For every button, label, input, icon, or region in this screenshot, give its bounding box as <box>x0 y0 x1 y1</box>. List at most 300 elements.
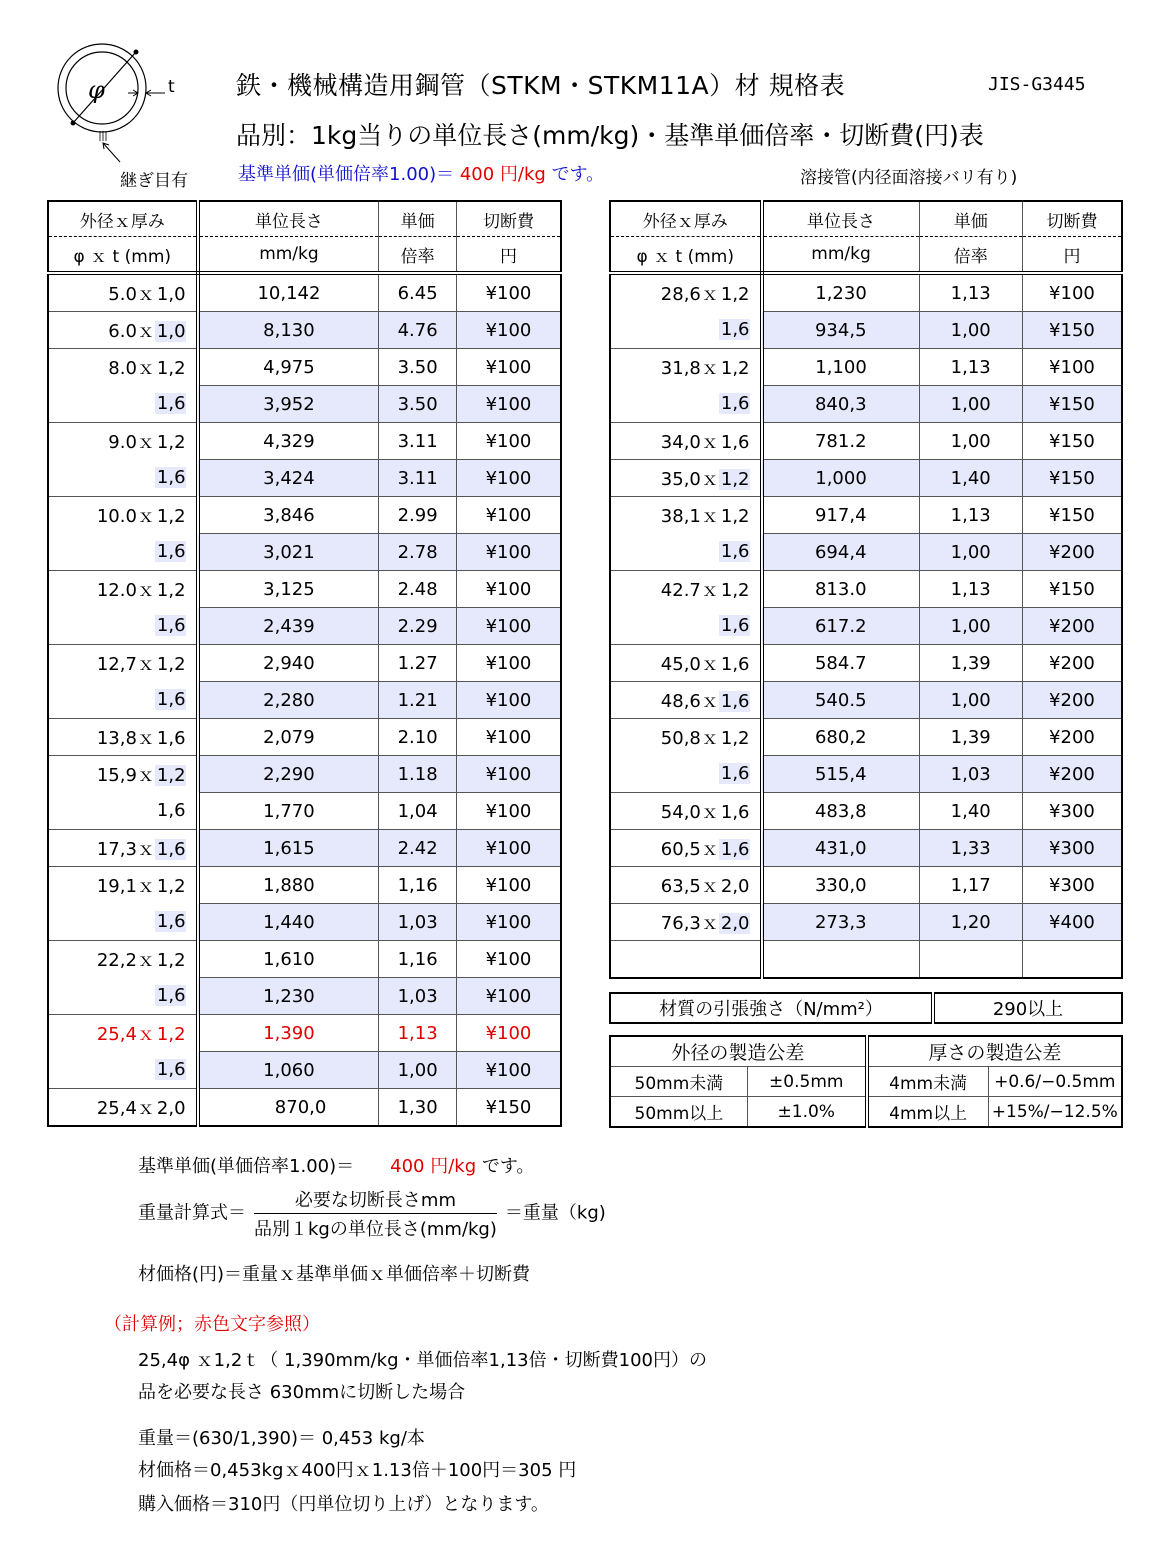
thickness: 1,2 <box>720 506 750 528</box>
cut-cost-cell: ¥150 <box>1022 423 1122 460</box>
unit-length-cell: 1,230 <box>198 978 379 1015</box>
cut-cost-cell: ¥150 <box>1022 312 1122 349</box>
thickness: 1,6 <box>720 763 750 785</box>
price-rate-cell: 1,13 <box>919 497 1022 534</box>
thickness: 2,0 <box>720 876 750 897</box>
cut-cost-cell: ¥100 <box>456 941 561 978</box>
pipe-cross-section-icon <box>48 26 198 166</box>
cut-cost-cell: ¥150 <box>1022 571 1122 608</box>
cut-cost-cell: ¥100 <box>456 904 561 941</box>
table-row <box>48 1015 561 1052</box>
unit-length-cell: 540.5 <box>762 682 920 719</box>
price-rate-cell: 3.11 <box>379 423 457 460</box>
outer-diameter: 8.0ｘ <box>108 358 155 380</box>
price-rate-cell: 2.42 <box>379 830 457 867</box>
table-row <box>610 756 1122 793</box>
unit-length-cell: 2,439 <box>198 608 379 645</box>
cut-cost-cell: ¥150 <box>1022 497 1122 534</box>
od-thickness-cell <box>610 386 762 423</box>
thickness: 1,6 <box>156 1059 186 1081</box>
unit-length-cell: 1,060 <box>198 1052 379 1089</box>
od-thickness-cell <box>48 941 198 978</box>
thickness: 1,6 <box>156 467 186 489</box>
od-range: 50mm未満 <box>610 1067 747 1097</box>
table-row <box>48 571 561 608</box>
od-thickness-cell <box>48 756 198 793</box>
unit-length-cell: 694,4 <box>762 534 920 571</box>
cut-cost-cell: ¥100 <box>456 682 561 719</box>
table-row <box>610 460 1122 497</box>
unit-length-cell: 2,280 <box>198 682 379 719</box>
cut-cost-cell <box>1022 941 1122 979</box>
price-rate-cell: 1,00 <box>919 423 1022 460</box>
cut-cost-cell: ¥100 <box>456 386 561 423</box>
unit-length-cell: 2,940 <box>198 645 379 682</box>
thickness-tolerance: +15%/−12.5% <box>988 1097 1122 1128</box>
thickness: 1,6 <box>720 691 750 712</box>
table-row <box>48 830 561 867</box>
weight-formula <box>138 1186 606 1241</box>
table-row <box>48 534 561 571</box>
od-thickness-cell <box>610 423 762 460</box>
price-rate-cell: 1,00 <box>919 534 1022 571</box>
od-thickness-cell <box>48 273 198 312</box>
outer-diameter: 6.0ｘ <box>108 321 155 342</box>
unit-length-cell: 2,290 <box>198 756 379 793</box>
unit-length-cell: 1,390 <box>198 1015 379 1052</box>
price-rate-cell: 2.10 <box>379 719 457 756</box>
table-row <box>48 645 561 682</box>
outer-diameter: 10.0ｘ <box>96 506 155 528</box>
table-row <box>610 312 1122 349</box>
od-thickness-cell <box>48 1089 198 1127</box>
header-cut-cost: 切断費 <box>456 201 561 237</box>
price-rate-cell: 1,03 <box>919 756 1022 793</box>
price-rate-cell: 1,00 <box>919 682 1022 719</box>
base-price-value: 400 円/kg <box>459 164 546 185</box>
thickness: 1,2 <box>156 950 186 972</box>
svg-text:φ: φ <box>88 76 105 104</box>
table-row <box>48 312 561 349</box>
outer-diameter: 25,4ｘ <box>96 1098 155 1119</box>
od-thickness-cell <box>48 830 198 867</box>
thickness: 1,2 <box>156 876 186 898</box>
price-rate-cell: 1.18 <box>379 756 457 793</box>
unit-length-cell: 3,424 <box>198 460 379 497</box>
table-row <box>610 534 1122 571</box>
unit-length-cell: 1,610 <box>198 941 379 978</box>
spec-table-left <box>47 200 562 1127</box>
thickness: 2,0 <box>156 1098 186 1119</box>
price-rate-cell: 1,13 <box>919 349 1022 386</box>
thickness: 1,6 <box>720 393 750 415</box>
price-rate-cell: 1,39 <box>919 645 1022 682</box>
price-rate-cell: 1,30 <box>379 1089 457 1127</box>
od-thickness-cell <box>610 571 762 608</box>
table-row <box>48 608 561 645</box>
od-thickness-cell <box>48 904 198 941</box>
unit-length-cell: 483,8 <box>762 793 920 830</box>
outer-diameter: 12,7ｘ <box>96 654 155 676</box>
cut-cost-cell: ¥200 <box>1022 756 1122 793</box>
base-note-value: 400 円/kg <box>390 1156 477 1177</box>
unit-length-cell: 617.2 <box>762 608 920 645</box>
cut-cost-cell: ¥100 <box>456 867 561 904</box>
outer-diameter: 63,5ｘ <box>660 876 719 897</box>
svg-text:t: t <box>168 77 175 97</box>
table-row <box>610 497 1122 534</box>
outer-diameter: 25,4ｘ <box>96 1024 155 1046</box>
unit-length-cell: 431,0 <box>762 830 920 867</box>
base-price-note <box>138 1152 534 1178</box>
thickness: 1,6 <box>720 839 750 860</box>
outer-diameter: 31,8ｘ <box>660 358 719 380</box>
od-thickness-cell <box>48 349 198 386</box>
price-rate-cell: 6.45 <box>379 273 457 312</box>
od-tolerance: ±1.0% <box>747 1097 866 1128</box>
thickness: 1,2 <box>720 469 750 490</box>
tensile-strength-box <box>609 992 1123 1024</box>
cut-cost-cell: ¥100 <box>456 534 561 571</box>
header-length-unit: mm/kg <box>762 237 920 274</box>
thickness: 1,6 <box>720 319 750 341</box>
thickness: 1,6 <box>156 728 186 749</box>
od-thickness-cell <box>610 793 762 830</box>
thickness: 1,2 <box>156 765 186 787</box>
price-rate-cell: 2.48 <box>379 571 457 608</box>
outer-diameter: 22,2ｘ <box>96 950 155 972</box>
thickness: 1,2 <box>156 1024 186 1046</box>
unit-length-cell: 2,079 <box>198 719 379 756</box>
cut-cost-cell: ¥100 <box>456 349 561 386</box>
tensile-label: 材質の引張強さ（N/mm²） <box>610 993 933 1023</box>
price-rate-cell: 2.99 <box>379 497 457 534</box>
header-unit-price: 単価 <box>379 201 457 237</box>
weight-formula-result: ＝重量（kg) <box>504 1202 606 1224</box>
cut-cost-cell: ¥300 <box>1022 830 1122 867</box>
cut-cost-cell: ¥100 <box>456 1052 561 1089</box>
cut-cost-cell: ¥100 <box>1022 273 1122 312</box>
table-row <box>48 719 561 756</box>
table-row <box>610 682 1122 719</box>
unit-length-cell: 584.7 <box>762 645 920 682</box>
od-thickness-cell <box>610 830 762 867</box>
od-thickness-cell <box>610 497 762 534</box>
thickness-range: 4mm未満 <box>867 1067 988 1097</box>
unit-length-cell: 3,021 <box>198 534 379 571</box>
price-rate-cell: 1,16 <box>379 941 457 978</box>
od-thickness-cell <box>610 608 762 645</box>
thickness: 1,6 <box>156 689 186 711</box>
outer-diameter: 34,0ｘ <box>660 432 719 453</box>
unit-length-cell: 3,952 <box>198 386 379 423</box>
od-thickness-cell <box>48 497 198 534</box>
price-rate-cell: 1,16 <box>379 867 457 904</box>
unit-length-cell: 917,4 <box>762 497 920 534</box>
header-length-unit: mm/kg <box>198 237 379 274</box>
outer-diameter: 28,6ｘ <box>660 284 719 306</box>
cut-cost-cell: ¥100 <box>456 460 561 497</box>
unit-length-cell: 934,5 <box>762 312 920 349</box>
od-thickness-cell <box>48 608 198 645</box>
unit-length-cell: 1,230 <box>762 273 920 312</box>
od-thickness-cell <box>48 793 198 830</box>
table-row <box>48 1052 561 1089</box>
calc-purchase: 購入価格＝310円（円単位切り上げ）となります。 <box>138 1494 549 1515</box>
thickness: 1,2 <box>720 358 750 380</box>
thickness: 1,6 <box>156 615 186 637</box>
table-row <box>610 645 1122 682</box>
price-rate-cell: 1,40 <box>919 793 1022 830</box>
od-thickness-cell <box>48 682 198 719</box>
price-rate-cell: 2.29 <box>379 608 457 645</box>
price-rate-cell: 1,39 <box>919 719 1022 756</box>
table-row <box>48 460 561 497</box>
price-rate-cell: 1,00 <box>919 608 1022 645</box>
table-row <box>48 273 561 312</box>
header-cut-cost: 切断費 <box>1022 201 1122 237</box>
base-note-prefix: 基準単価(単価倍率1.00)＝ <box>138 1156 391 1177</box>
calc-weight: 重量＝(630/1,390)＝ 0,453 kg/本 <box>138 1428 425 1449</box>
table-row <box>48 497 561 534</box>
price-rate-cell: 1,13 <box>919 571 1022 608</box>
price-rate-cell: 3.50 <box>379 386 457 423</box>
tolerance-table <box>609 1035 1123 1128</box>
cut-cost-cell: ¥100 <box>456 1015 561 1052</box>
od-thickness-cell <box>48 386 198 423</box>
od-thickness-cell <box>610 867 762 904</box>
od-thickness-cell <box>48 312 198 349</box>
base-note-suffix: です。 <box>476 1156 535 1177</box>
price-rate-cell: 1,03 <box>379 904 457 941</box>
unit-length-cell: 781.2 <box>762 423 920 460</box>
od-thickness-cell <box>610 312 762 349</box>
table-row <box>48 756 561 793</box>
price-rate-cell: 1,17 <box>919 867 1022 904</box>
header-rate-unit: 倍率 <box>379 237 457 274</box>
weight-formula-fraction <box>254 1186 497 1241</box>
tensile-value: 290以上 <box>933 993 1122 1023</box>
table-row <box>610 273 1122 312</box>
od-thickness-cell <box>48 423 198 460</box>
table-row <box>48 941 561 978</box>
outer-diameter: 9.0ｘ <box>108 432 155 454</box>
od-thickness-cell <box>610 349 762 386</box>
od-thickness-cell <box>48 645 198 682</box>
cut-cost-cell: ¥100 <box>456 830 561 867</box>
price-rate-cell: 1,13 <box>379 1015 457 1052</box>
unit-length-cell: 4,329 <box>198 423 379 460</box>
outer-diameter: 17,3ｘ <box>96 839 155 860</box>
cut-cost-cell: ¥400 <box>1022 904 1122 941</box>
calc-price: 材価格＝0,453kgｘ400円ｘ1.13倍＋100円＝305 円 <box>138 1460 577 1481</box>
price-rate-cell: 1.27 <box>379 645 457 682</box>
header-od-thickness: 外径ｘ厚み <box>610 201 762 237</box>
unit-length-cell: 10,142 <box>198 273 379 312</box>
cut-cost-cell: ¥100 <box>456 608 561 645</box>
thickness: 1,6 <box>720 654 750 675</box>
cut-cost-cell: ¥100 <box>456 273 561 312</box>
od-thickness-cell <box>48 571 198 608</box>
thickness: 1,2 <box>156 506 186 528</box>
thickness: 1,2 <box>156 580 186 602</box>
tolerance-row <box>610 1097 1122 1128</box>
thickness: 1,6 <box>156 985 186 1007</box>
table-row <box>610 423 1122 460</box>
unit-length-cell: 813.0 <box>762 571 920 608</box>
od-tolerance: ±0.5mm <box>747 1067 866 1097</box>
table-row <box>610 941 1122 979</box>
price-rate-cell: 1,13 <box>919 273 1022 312</box>
thickness: 1,2 <box>720 284 750 306</box>
od-thickness-cell <box>610 460 762 497</box>
price-rate-cell <box>919 941 1022 979</box>
od-thickness-cell <box>48 978 198 1015</box>
thickness: 1,2 <box>156 358 186 380</box>
thickness: 1,0 <box>156 284 186 305</box>
outer-diameter: 12.0ｘ <box>96 580 155 602</box>
cut-cost-cell: ¥300 <box>1022 867 1122 904</box>
thickness: 1,6 <box>720 541 750 563</box>
od-thickness-cell <box>48 1015 198 1052</box>
tolerance-row <box>610 1067 1122 1097</box>
od-thickness-cell <box>48 867 198 904</box>
price-rate-cell: 1,40 <box>919 460 1022 497</box>
thickness: 1,2 <box>156 432 186 454</box>
unit-length-cell: 4,975 <box>198 349 379 386</box>
example-line-2: 品を必要な長さ 630mmに切断した場合 <box>138 1382 466 1403</box>
od-thickness-cell <box>610 273 762 312</box>
od-thickness-cell <box>610 756 762 793</box>
table-row <box>610 830 1122 867</box>
unit-length-cell: 1,440 <box>198 904 379 941</box>
cut-cost-cell: ¥200 <box>1022 719 1122 756</box>
od-range: 50mm以上 <box>610 1097 747 1128</box>
standard-code: JIS-G3445 <box>988 74 1086 95</box>
unit-length-cell: 1,000 <box>762 460 920 497</box>
cut-cost-cell: ¥100 <box>1022 349 1122 386</box>
thickness: 1,2 <box>720 580 750 602</box>
price-rate-cell: 1,20 <box>919 904 1022 941</box>
page-title: 鉄・機械構造用鋼管（STKM・STKM11A）材 規格表 <box>236 71 846 100</box>
price-rate-cell: 3.50 <box>379 349 457 386</box>
table-row <box>48 793 561 830</box>
od-thickness-cell <box>48 534 198 571</box>
thickness: 1,2 <box>156 654 186 676</box>
price-rate-cell: 1,00 <box>919 386 1022 423</box>
od-thickness-cell <box>610 719 762 756</box>
table-row <box>48 978 561 1015</box>
outer-diameter: 5.0ｘ <box>108 284 155 305</box>
outer-diameter: 13,8ｘ <box>96 728 155 749</box>
unit-length-cell: 8,130 <box>198 312 379 349</box>
table-row <box>610 867 1122 904</box>
header-cost-unit: 円 <box>456 237 561 274</box>
thickness: 1,6 <box>156 839 186 860</box>
example-line-1: 25,4φ ｘ1,2ｔ（ 1,390mm/kg・単価倍率1,13倍・切断費100円）の <box>138 1350 707 1371</box>
thickness-tolerance-header: 厚さの製造公差 <box>867 1036 1122 1067</box>
table-row <box>48 682 561 719</box>
unit-length-cell: 1,615 <box>198 830 379 867</box>
thickness: 1,6 <box>156 541 186 563</box>
thickness-tolerance: +0.6/−0.5mm <box>988 1067 1122 1097</box>
header-od-unit: φ ｘ t (mm) <box>48 237 198 274</box>
header-unit-length: 単位長さ <box>198 201 379 237</box>
unit-length-cell: 1,100 <box>762 349 920 386</box>
unit-length-cell: 3,125 <box>198 571 379 608</box>
cut-cost-cell: ¥300 <box>1022 793 1122 830</box>
unit-length-cell: 680,2 <box>762 719 920 756</box>
price-formula: 材価格(円)＝重量ｘ基準単価ｘ単価倍率＋切断費 <box>138 1264 531 1285</box>
table-row <box>48 1089 561 1127</box>
cut-cost-cell: ¥200 <box>1022 534 1122 571</box>
thickness: 1,2 <box>720 728 750 750</box>
thickness: 1,6 <box>156 393 186 415</box>
page-subtitle: 品別：1kg当りの単位長さ(mm/kg)・基準単価倍率・切断費(円)表 <box>236 121 984 150</box>
table-row <box>610 793 1122 830</box>
price-rate-cell: 3.11 <box>379 460 457 497</box>
unit-length-cell: 330,0 <box>762 867 920 904</box>
price-rate-cell: 2.78 <box>379 534 457 571</box>
price-rate-cell: 4.76 <box>379 312 457 349</box>
thickness: 1,0 <box>156 321 186 342</box>
cut-cost-cell: ¥100 <box>456 719 561 756</box>
table-row <box>610 608 1122 645</box>
od-thickness-cell <box>610 941 762 979</box>
table-row <box>48 349 561 386</box>
unit-length-cell: 870,0 <box>198 1089 379 1127</box>
table-row <box>610 571 1122 608</box>
cut-cost-cell: ¥100 <box>456 978 561 1015</box>
cut-cost-cell: ¥100 <box>456 571 561 608</box>
weight-formula-label: 重量計算式＝ <box>138 1202 246 1224</box>
cut-cost-cell: ¥100 <box>456 312 561 349</box>
header-unit-price: 単価 <box>919 201 1022 237</box>
fraction-numerator: 必要な切断長さmm <box>254 1186 497 1214</box>
spec-table-right <box>609 200 1123 979</box>
price-rate-cell: 1,33 <box>919 830 1022 867</box>
header-od-unit: φ ｘ t (mm) <box>610 237 762 274</box>
price-rate-cell: 1,00 <box>919 312 1022 349</box>
cut-cost-cell: ¥150 <box>1022 386 1122 423</box>
cut-cost-cell: ¥100 <box>456 756 561 793</box>
header-od-thickness: 外径ｘ厚み <box>48 201 198 237</box>
od-thickness-cell <box>48 460 198 497</box>
outer-diameter: 50,8ｘ <box>660 728 719 750</box>
thickness: 1,6 <box>156 800 186 822</box>
cut-cost-cell: ¥200 <box>1022 608 1122 645</box>
cut-cost-cell: ¥100 <box>456 423 561 460</box>
base-price-suffix: です。 <box>545 164 605 185</box>
od-thickness-cell <box>48 1052 198 1089</box>
header-rate-unit: 倍率 <box>919 237 1022 274</box>
unit-length-cell: 840,3 <box>762 386 920 423</box>
cut-cost-cell: ¥150 <box>456 1089 561 1127</box>
price-rate-cell: 1,00 <box>379 1052 457 1089</box>
table-row <box>48 867 561 904</box>
outer-diameter: 76,3ｘ <box>660 913 719 934</box>
od-thickness-cell <box>610 904 762 941</box>
table-row <box>48 386 561 423</box>
cut-cost-cell: ¥100 <box>456 497 561 534</box>
unit-length-cell: 1,880 <box>198 867 379 904</box>
price-rate-cell: 1,03 <box>379 978 457 1015</box>
outer-diameter: 60,5ｘ <box>660 839 719 860</box>
cut-cost-cell: ¥200 <box>1022 682 1122 719</box>
cut-cost-cell: ¥100 <box>456 793 561 830</box>
outer-diameter: 15,9ｘ <box>96 765 155 787</box>
outer-diameter: 48,6ｘ <box>660 691 719 712</box>
